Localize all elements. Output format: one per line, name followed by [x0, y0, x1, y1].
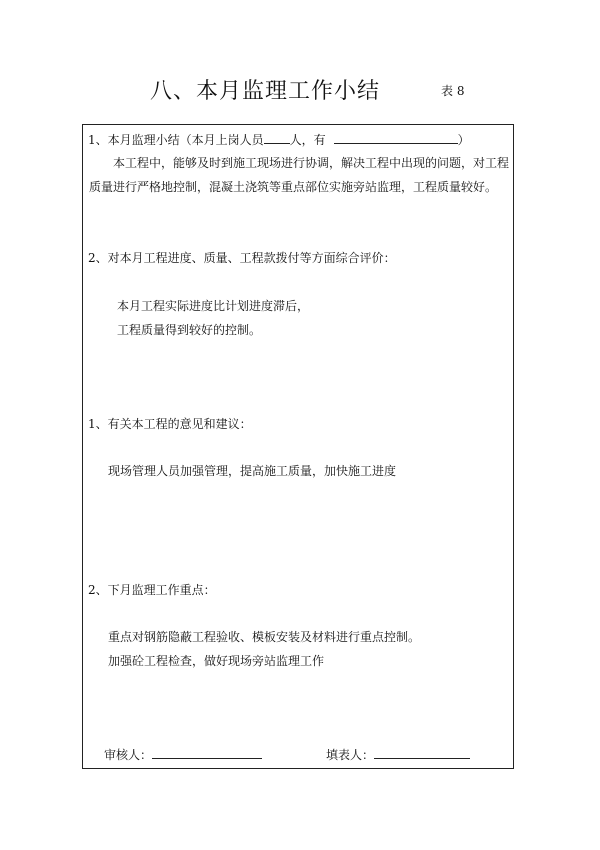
- section3-line1: 现场管理人员加强管理，提高施工质量，加快施工进度: [108, 464, 397, 478]
- section3-heading: 1、有关本工程的意见和建议：: [88, 417, 252, 431]
- filler-row: [326, 746, 470, 763]
- section1-heading-suffix: ）: [457, 133, 470, 147]
- section1-heading-middle: 人，有: [289, 133, 326, 147]
- reviewer-signature-blank[interactable]: [152, 746, 262, 759]
- section4-line2: 加强砼工程检查，做好现场旁站监理工作: [108, 654, 325, 668]
- staff-other-blank[interactable]: [334, 131, 458, 144]
- page-title: 八、本月监理工作小结: [150, 79, 381, 104]
- section4-heading: 2、下月监理工作重点：: [88, 583, 216, 597]
- summary-table-frame: [82, 124, 514, 769]
- section2-line1: 本月工程实际进度比计划进度滞后，: [117, 299, 310, 313]
- reviewer-row: [104, 746, 262, 763]
- section1-heading-prefix: 1、本月监理小结（本月上岗人员: [88, 133, 264, 147]
- section2-heading: 2、对本月工程进度、质量、工程款拨付等方面综合评价：: [88, 251, 396, 265]
- reviewer-label: 审核人：: [104, 748, 153, 762]
- staff-count-blank[interactable]: [264, 131, 290, 144]
- filler-label: 填表人：: [326, 748, 375, 762]
- section4-line1: 重点对钢筋隐蔽工程验收、模板安装及材料进行重点控制。: [108, 630, 421, 644]
- filler-signature-blank[interactable]: [374, 746, 470, 759]
- section1-heading: [88, 131, 470, 148]
- table-number: 表 8: [441, 84, 465, 98]
- section1-para-line1: 本工程中，能够及时到施工现场进行协调，解决工程中出现的问题，对工程: [113, 156, 510, 170]
- section1-para-line2: 质量进行严格地控制，混凝土浇筑等重点部位实施旁站监理，工程质量较好。: [89, 180, 498, 194]
- section2-line2: 工程质量得到较好的控制。: [117, 323, 262, 337]
